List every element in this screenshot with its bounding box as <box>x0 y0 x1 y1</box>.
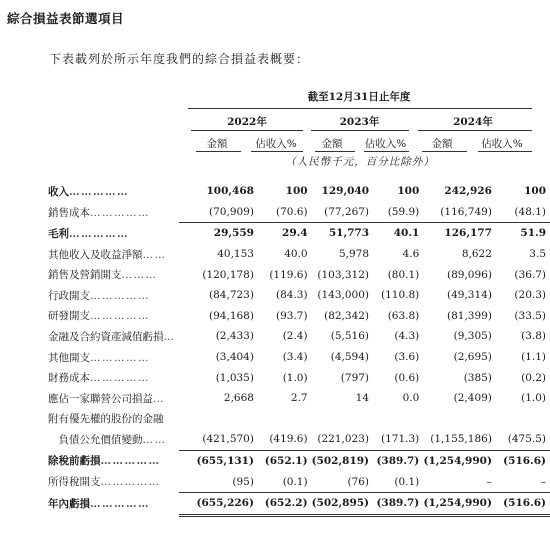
cell-pct-2023: (63.8) <box>387 309 420 322</box>
cell-pct-2022: (652.2) <box>258 492 312 515</box>
cell-amount-2022: (84,723) <box>209 289 254 302</box>
leader-dots: …………… <box>90 498 150 511</box>
leader-dots: … <box>163 330 176 343</box>
cell-amount-2024 <box>423 409 496 430</box>
row-label-text: 負債公允價值變動 <box>48 434 143 447</box>
cell-pct-2022: (3.4) <box>282 351 308 364</box>
cell-pct-2023: (171.3) <box>381 433 420 446</box>
cell-amount-2023: (221,023) <box>317 433 370 446</box>
section-title: 綜合損益表節選項目 <box>7 11 125 26</box>
leader-dots: …… <box>142 248 167 261</box>
cell-amount-2023: (797) <box>340 371 370 384</box>
col-pct-2024: 佔收入% <box>481 138 523 150</box>
period-header: 截至12月31日止年度 <box>307 91 411 103</box>
leader-dots: …………… <box>69 227 129 240</box>
row-label-text: 行政開支 <box>48 289 90 302</box>
table-row <box>48 181 550 202</box>
row-label <box>48 492 179 515</box>
cell-pct-2024: – <box>540 475 546 488</box>
col-rule-p24 <box>478 151 532 152</box>
cell-pct-2022 <box>258 409 312 430</box>
cell-pct-2024: (20.3) <box>514 289 546 302</box>
row-label <box>48 388 179 409</box>
row-label <box>48 285 179 306</box>
table-row <box>48 285 550 306</box>
col-amount-2022: 金額 <box>206 138 228 150</box>
cell-pct-2022: (652.1) <box>258 450 312 471</box>
cell-amount-2023: (82,342) <box>324 309 370 322</box>
cell-pct-2022: (0.1) <box>282 475 308 488</box>
row-label-text: 年內虧損 <box>48 498 90 511</box>
cell-pct-2023: (0.6) <box>394 371 420 384</box>
year-rule-2022 <box>191 130 303 131</box>
cell-pct-2022: (2.4) <box>282 330 308 343</box>
cell-pct-2024: (516.6) <box>496 492 550 515</box>
col-rule-a22 <box>196 151 241 152</box>
table-row <box>48 367 550 388</box>
row-label <box>48 367 179 388</box>
cell-amount-2022 <box>179 409 258 430</box>
cell-amount-2023: 51,773 <box>312 223 373 244</box>
cell-pct-2024: (1.1) <box>521 351 546 364</box>
row-label <box>48 223 179 244</box>
table-row <box>48 388 550 409</box>
row-label-text: 所得稅開支 <box>48 476 101 489</box>
cell-pct-2023: 0.0 <box>402 392 420 405</box>
cell-amount-2022: (2,433) <box>215 330 254 343</box>
cell-amount-2023: (103,312) <box>317 268 370 281</box>
cell-amount-2022: (70,909) <box>209 205 254 218</box>
row-label-text: 附有優先權的股份的金融 <box>48 413 164 426</box>
cell-amount-2022: 29,559 <box>179 223 258 244</box>
cell-pct-2022: 29.4 <box>258 223 312 244</box>
col-amount-2023: 金額 <box>321 138 343 150</box>
income-statement-table <box>48 181 550 517</box>
cell-pct-2023: (4.3) <box>394 330 420 343</box>
cell-pct-2023: (59.9) <box>387 205 420 218</box>
leader-dots: …………… <box>90 372 150 385</box>
row-label <box>48 471 179 492</box>
row-label <box>48 347 179 368</box>
cell-pct-2023: (80.1) <box>387 268 420 281</box>
col-rule-p22 <box>251 151 303 152</box>
year-rule-2023 <box>311 130 409 131</box>
cell-pct-2023: 40.1 <box>373 223 423 244</box>
row-label <box>48 181 179 202</box>
leader-dots: …… <box>142 434 167 447</box>
row-label-text: 銷售及營銷開支 <box>48 269 122 282</box>
row-label-text: 應佔一家聯營公司損益 <box>48 392 153 405</box>
cell-amount-2022: (655,131) <box>179 450 258 471</box>
table-row <box>48 492 550 515</box>
table-row <box>48 347 550 368</box>
cell-amount-2023: (77,267) <box>324 205 370 218</box>
cell-pct-2024: (33.5) <box>514 309 546 322</box>
row-label-text: 財務成本 <box>48 372 90 385</box>
cell-amount-2023: (5,516) <box>330 330 370 343</box>
cell-amount-2022: 2,668 <box>223 392 254 405</box>
cell-pct-2022: (84.3) <box>276 289 308 302</box>
cell-amount-2023: (502,819) <box>312 450 373 471</box>
row-label <box>48 326 179 347</box>
col-rule-p23 <box>364 151 409 152</box>
year-header-2024: 2024年 <box>453 116 493 128</box>
cell-amount-2024: (2,409) <box>453 392 492 405</box>
cell-pct-2022: (419.6) <box>269 433 308 446</box>
cell-amount-2024: (2,695) <box>453 351 492 364</box>
cell-pct-2024: 3.5 <box>529 248 546 261</box>
cell-pct-2024: (475.5) <box>507 433 546 446</box>
cell-pct-2024: 100 <box>524 185 546 198</box>
leader-dots: ……… <box>121 269 158 282</box>
cell-amount-2022: (120,178) <box>202 268 254 281</box>
cell-pct-2022: 40.0 <box>284 248 308 261</box>
table-row <box>48 202 550 223</box>
leader-dots: …………… <box>90 351 150 364</box>
cell-amount-2024: (1,254,990) <box>423 492 496 515</box>
cell-amount-2023: 5,978 <box>338 248 370 261</box>
cell-pct-2024: (1.0) <box>521 392 546 405</box>
cell-pct-2024: (0.2) <box>521 371 546 384</box>
cell-amount-2022: (95) <box>232 475 254 488</box>
table-row <box>48 223 550 244</box>
col-pct-2023: 佔收入% <box>364 138 407 150</box>
cell-amount-2022: (421,570) <box>202 433 254 446</box>
cell-amount-2024: (116,749) <box>440 205 492 218</box>
cell-pct-2023: (3.6) <box>394 351 420 364</box>
intro-text: 下表載列於所示年度我們的綜合損益表概要： <box>49 52 310 66</box>
row-label-text: 銷售成本 <box>48 206 90 219</box>
row-label <box>48 409 179 430</box>
year-header-2022: 2022年 <box>227 116 267 128</box>
cell-pct-2022: (119.6) <box>269 268 308 281</box>
period-rule <box>188 108 532 109</box>
row-label <box>48 244 179 265</box>
col-pct-2022: 佔收入% <box>255 138 297 150</box>
row-label-text: 毛利 <box>48 227 69 240</box>
cell-pct-2023: 100 <box>397 185 420 198</box>
cell-pct-2022: (1.0) <box>282 371 308 384</box>
year-rule-2024 <box>418 130 532 131</box>
cell-amount-2024: (49,314) <box>446 289 492 302</box>
cell-amount-2023: 14 <box>355 392 370 405</box>
cell-pct-2024: (3.8) <box>521 330 546 343</box>
cell-amount-2024: (9,305) <box>453 330 492 343</box>
row-label <box>48 264 179 285</box>
cell-amount-2023: 129,040 <box>321 185 370 198</box>
cell-amount-2024: 8,622 <box>461 248 492 261</box>
row-label-text: 其他開支 <box>48 351 90 364</box>
cell-pct-2022: (70.6) <box>276 205 308 218</box>
leader-dots: …………… <box>100 476 161 489</box>
cell-pct-2022: 2.7 <box>290 392 308 405</box>
cell-amount-2024: (1,254,990) <box>423 450 496 471</box>
col-rule-a24 <box>422 151 467 152</box>
cell-amount-2022: 40,153 <box>217 248 254 261</box>
year-header-2023: 2023年 <box>339 116 380 128</box>
leader-dots: …………… <box>90 289 150 302</box>
cell-amount-2022: (1,035) <box>215 371 254 384</box>
unit-note: （人民幣千元，百分比除外） <box>285 156 435 168</box>
row-label-text: 收入 <box>48 185 69 198</box>
cell-pct-2024: (516.6) <box>496 450 550 471</box>
cell-amount-2023: (4,594) <box>330 351 370 364</box>
col-rule-a23 <box>315 151 355 152</box>
cell-pct-2023: (110.8) <box>381 289 420 302</box>
cell-pct-2024 <box>496 409 550 430</box>
cell-amount-2024: (81,399) <box>446 309 492 322</box>
cell-amount-2022: 100,468 <box>206 185 254 198</box>
cell-amount-2022: (3,404) <box>215 351 254 364</box>
row-label <box>48 202 179 223</box>
table-row <box>48 244 550 265</box>
cell-pct-2024: (48.1) <box>514 205 546 218</box>
row-label <box>48 450 179 471</box>
leader-dots: …………… <box>90 206 150 219</box>
cell-amount-2024: 242,926 <box>444 185 492 198</box>
table-row <box>48 429 550 450</box>
col-amount-2024: 金額 <box>431 138 453 150</box>
cell-amount-2022: (655,226) <box>179 492 258 515</box>
cell-amount-2023: (502,895) <box>312 492 373 515</box>
row-label-text: 其他收入及收益淨額 <box>48 248 143 261</box>
cell-amount-2024: – <box>486 475 492 488</box>
cell-pct-2023: (389.7) <box>373 450 423 471</box>
row-label <box>48 429 179 450</box>
row-label-text: 研發開支 <box>48 310 90 323</box>
table-row <box>48 326 550 347</box>
cell-amount-2023: (76) <box>347 475 370 488</box>
cell-pct-2022: 100 <box>285 185 308 198</box>
leader-dots: … <box>153 392 165 405</box>
cell-amount-2023: (143,000) <box>317 289 370 302</box>
row-label <box>48 306 179 327</box>
cell-pct-2024: 51.9 <box>496 223 550 244</box>
leader-dots: …………… <box>100 455 161 468</box>
table-row <box>48 264 550 285</box>
cell-pct-2023: (389.7) <box>373 492 423 515</box>
cell-pct-2023: 4.6 <box>402 248 420 261</box>
cell-pct-2023: (0.1) <box>394 475 420 488</box>
cell-amount-2024: (1,155,186) <box>430 433 492 446</box>
cell-amount-2022: (94,168) <box>209 309 254 322</box>
cell-amount-2024: (385) <box>463 371 492 384</box>
row-label-text: 除稅前虧損 <box>48 455 101 468</box>
table-row <box>48 306 550 327</box>
cell-amount-2023 <box>312 409 373 430</box>
table-row <box>48 450 550 471</box>
cell-amount-2024: (89,096) <box>446 268 492 281</box>
cell-pct-2022: (93.7) <box>276 309 308 322</box>
table-row <box>48 409 550 430</box>
cell-pct-2023 <box>373 409 423 430</box>
leader-dots: …………… <box>90 310 150 323</box>
leader-dots: …………… <box>69 185 129 198</box>
table-row <box>48 471 550 492</box>
cell-pct-2024: (36.7) <box>514 268 546 281</box>
cell-amount-2024: 126,177 <box>423 223 496 244</box>
row-label-text: 金融及合約資產減值虧損 <box>48 330 164 343</box>
